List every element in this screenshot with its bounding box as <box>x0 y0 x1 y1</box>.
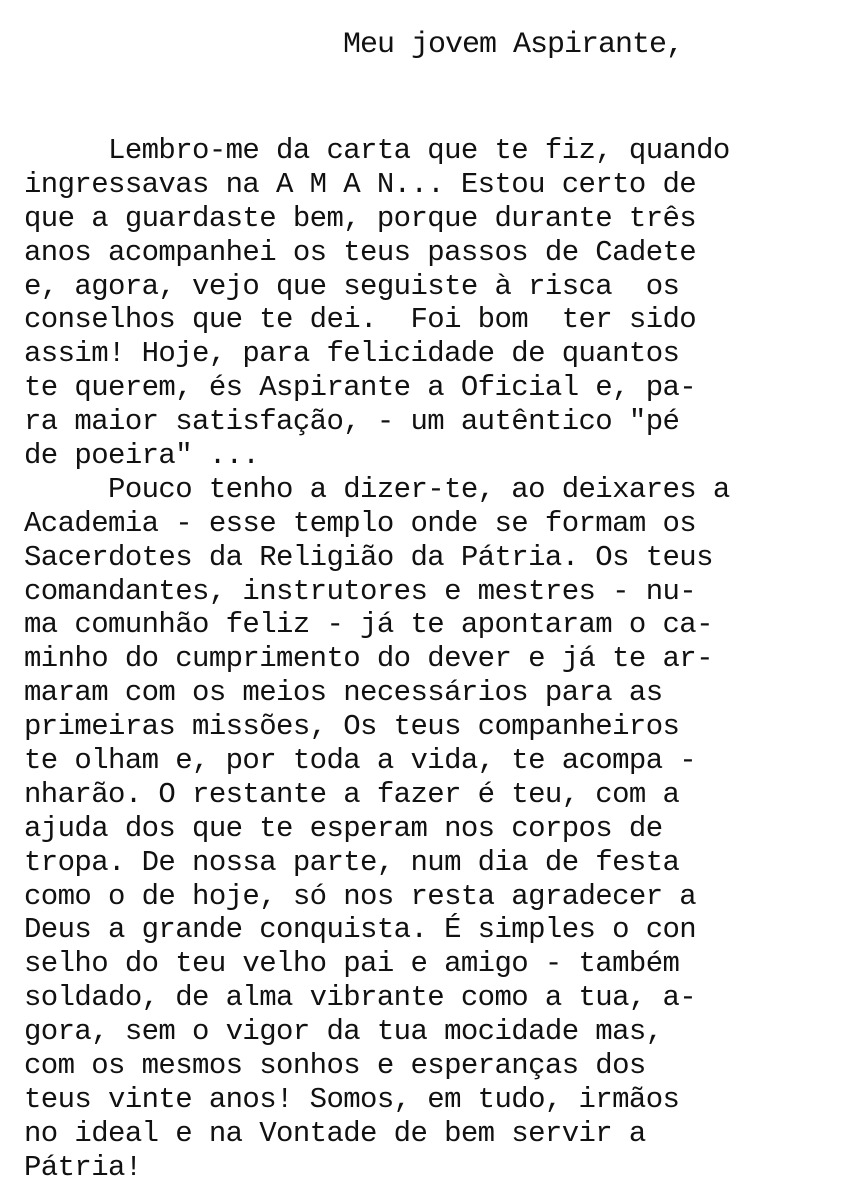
letter-line: que a guardaste bem, porque durante três <box>24 201 697 235</box>
letter-line: e, agora, vejo que seguiste à risca os <box>24 269 680 303</box>
letter-line: primeiras missões, Os teus companheiros <box>24 710 680 744</box>
letter-line: ajuda dos que te esperam nos corpos de <box>24 811 663 845</box>
letter-line: Deus a grande conquista. É simples o con <box>24 913 697 947</box>
letter-line: te olham e, por toda a vida, te acompa - <box>24 744 697 778</box>
letter-line: anos acompanhei os teus passos de Cadete <box>24 235 697 269</box>
letter-line: ma comunhão feliz - já te apontaram o ca- <box>24 608 713 642</box>
letter-line: no ideal e na Vontade de bem servir a <box>24 1116 646 1150</box>
letter-line: ra maior satisfação, - um autêntico "pé <box>24 405 680 439</box>
letter-line: Pouco tenho a dizer-te, ao deixares a <box>24 472 730 506</box>
letter-line: maram com os meios necessários para as <box>24 676 663 710</box>
letter-line: comandantes, instrutores e mestres - nu- <box>24 574 697 608</box>
letter-line: teus vinte anos! Somos, em tudo, irmãos <box>24 1082 680 1116</box>
letter-line: com os mesmos sonhos e esperanças dos <box>24 1049 646 1083</box>
letter-salutation: Meu jovem Aspirante, <box>343 28 684 62</box>
letter-line: selho do teu velho pai e amigo - também <box>24 947 680 981</box>
letter-line: tropa. De nossa parte, num dia de festa <box>24 845 680 879</box>
letter-line: Academia - esse templo onde se formam os <box>24 506 697 540</box>
letter-line: Sacerdotes da Religião da Pátria. Os teus <box>24 540 713 574</box>
letter-body <box>24 134 854 1185</box>
letter-line: soldado, de alma vibrante como a tua, a- <box>24 981 697 1015</box>
letter-line: Pátria! <box>24 1150 142 1184</box>
letter-line: de poeira" ... <box>24 439 260 473</box>
letter-line: conselhos que te dei. Foi bom ter sido <box>24 303 697 337</box>
letter-line: te querem, és Aspirante a Oficial e, pa- <box>24 371 697 405</box>
letter-line: como o de hoje, só nos resta agradecer a <box>24 879 697 913</box>
letter-line: minho do cumprimento do dever e já te ar- <box>24 642 713 676</box>
letter-line: nharão. O restante a fazer é teu, com a <box>24 777 680 811</box>
letter-line: assim! Hoje, para felicidade de quantos <box>24 337 680 371</box>
letter-line: gora, sem o vigor da tua mocidade mas, <box>24 1015 663 1049</box>
letter-line: Lembro-me da carta que te fiz, quando <box>24 134 730 167</box>
letter-line: ingressavas na A M A N... Estou certo de <box>24 167 697 201</box>
